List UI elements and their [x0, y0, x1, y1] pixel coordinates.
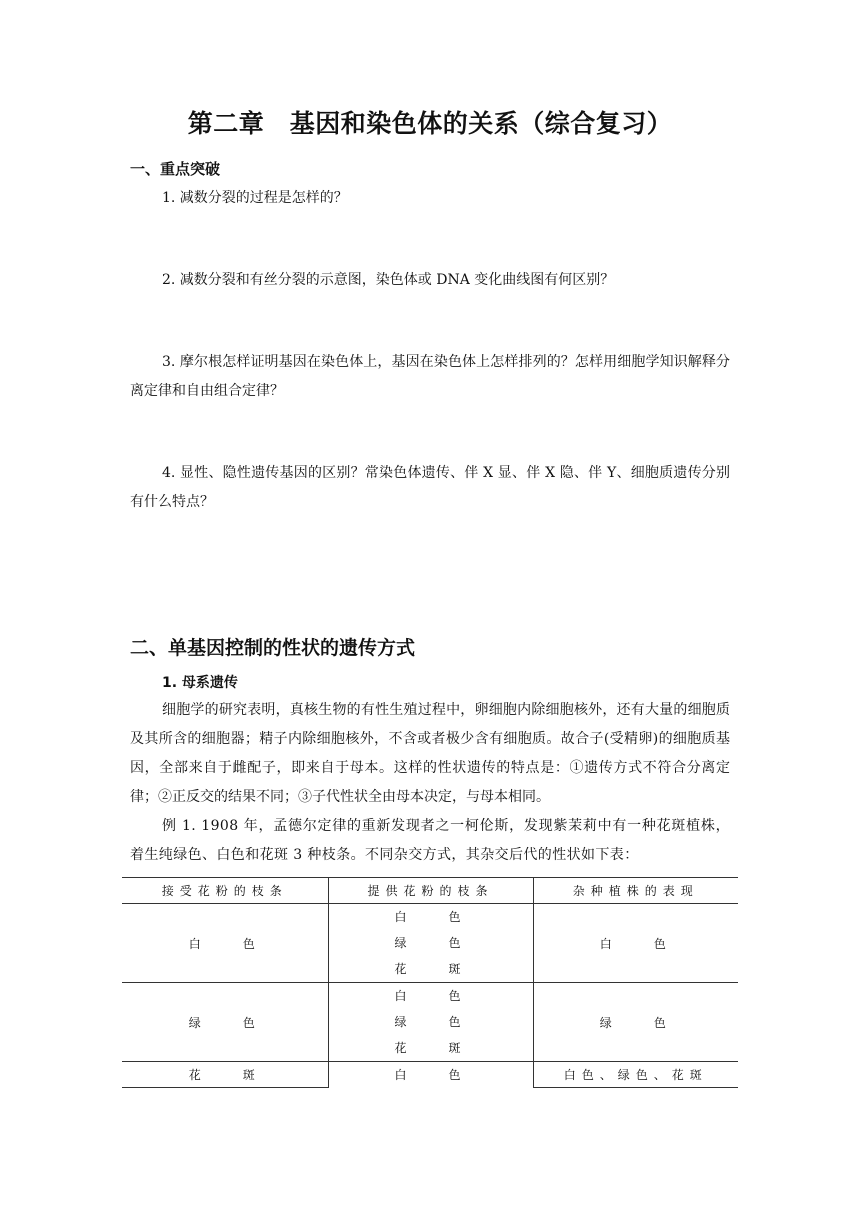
example-1-text: 例 1. 1908 年，孟德尔定律的重新发现者之一柯伦斯，发现紫茉莉中有一种花斑植株，着生纯绿色、白色和花斑 3 种枝条。不同杂交方式，其杂交后代的性状如下表：	[130, 818, 730, 863]
question-1: 1. 减数分裂的过程是怎样的？	[162, 190, 348, 206]
cross-results-table	[122, 877, 738, 1088]
donor-value: 白 色	[394, 910, 467, 924]
donor-cell: 白 色	[394, 1068, 467, 1083]
table-row	[122, 983, 738, 1062]
question-4: 4. 显性、隐性遗传基因的区别？常染色体遗传、伴 X 显、伴 X 隐、伴 Y、细胞质遗传分别有什么特点？	[130, 465, 730, 510]
page-title: 第二章 基因和染色体的关系（综合复习）	[187, 109, 673, 138]
receiver-cell: 花 斑	[122, 1062, 328, 1088]
result-cell: 白 色	[533, 904, 738, 983]
donor-value: 花 斑	[394, 1041, 467, 1055]
question-2: 2. 减数分裂和有丝分裂的示意图，染色体或 DNA 变化曲线图有何区别？	[162, 272, 615, 288]
maternal-inheritance-paragraph: 细胞学的研究表明，真核生物的有性生殖过程中，卵细胞内除细胞核外，还有大量的细胞质及其所含的细胞器；精子内除细胞核外，不含或者极少含有细胞质。故合子(受精卵)的细胞质基因，全部来自于雌配子，即来自于母本。这样的性状遗传的特点是：①遗传方式不符合分离定律；②正反交的结果不同；③子代性状全由母本决定，与母本相同。	[130, 702, 730, 805]
subsection-heading-maternal: 1. 母系遗传	[162, 675, 238, 691]
donor-value: 绿 色	[394, 1015, 467, 1029]
section-heading-key-points: 一、重点突破	[130, 160, 221, 178]
header-receiver: 接受花粉的枝条	[122, 878, 328, 904]
header-result: 杂种植株的表现	[533, 878, 738, 904]
receiver-cell: 白 色	[122, 904, 328, 983]
table-row	[122, 1062, 738, 1088]
donor-value: 白 色	[394, 989, 467, 1003]
question-3: 3. 摩尔根怎样证明基因在染色体上，基因在染色体上怎样排列的？怎样用细胞学知识解释分离定律和自由组合定律？	[130, 354, 730, 399]
receiver-cell: 绿 色	[122, 983, 328, 1062]
table-header-row	[122, 878, 738, 904]
donor-cell	[328, 904, 533, 983]
result-cell: 白色、绿色、花斑	[533, 1062, 738, 1088]
donor-cell	[328, 983, 533, 1062]
header-donor: 提供花粉的枝条	[328, 878, 533, 904]
section-heading-inheritance: 二、单基因控制的性状的遗传方式	[130, 637, 416, 659]
donor-value: 绿 色	[394, 936, 467, 950]
donor-value: 花 斑	[394, 962, 467, 976]
table-row	[122, 904, 738, 983]
result-cell: 绿 色	[533, 983, 738, 1062]
